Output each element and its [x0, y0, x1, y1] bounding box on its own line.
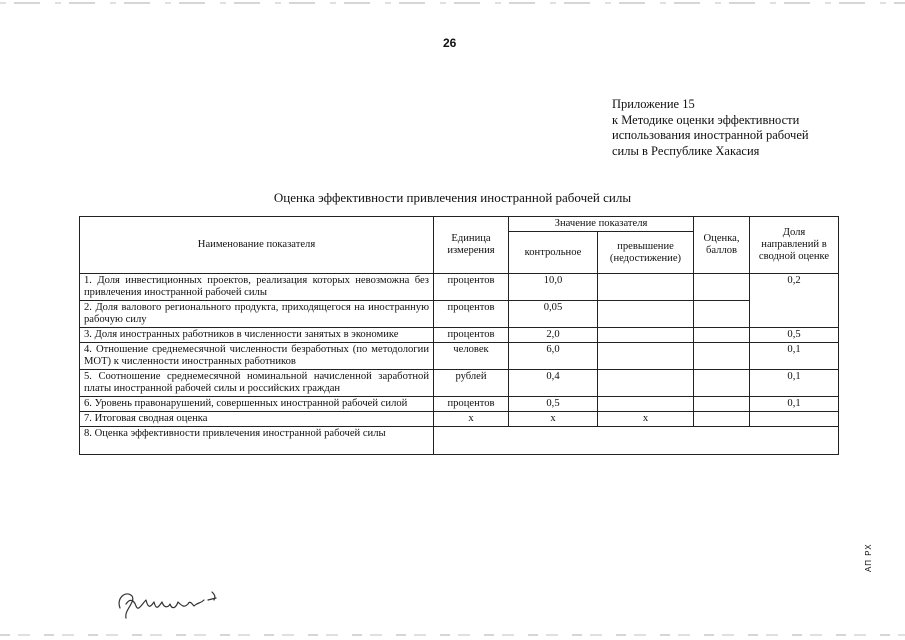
header-unit: Единица измерения — [434, 217, 509, 274]
row-score — [694, 370, 750, 397]
row-score — [694, 412, 750, 427]
row-control: 6,0 — [509, 343, 598, 370]
row-control: 0,5 — [509, 397, 598, 412]
table-row-efficiency — [80, 427, 839, 455]
signature-handwritten — [112, 578, 232, 628]
row-score — [694, 397, 750, 412]
header-score: Оценка, баллов — [694, 217, 750, 274]
table-row — [80, 328, 839, 343]
row-share: 0,1 — [750, 370, 839, 397]
table-row-total — [80, 412, 839, 427]
row-excess — [598, 301, 694, 328]
table-row — [80, 274, 839, 301]
table-row — [80, 343, 839, 370]
row-excess — [598, 397, 694, 412]
row-excess — [598, 370, 694, 397]
row-share: 0,1 — [750, 397, 839, 412]
scan-artifact-top — [0, 2, 905, 4]
row-share: 0,5 — [750, 328, 839, 343]
row-control: х — [509, 412, 598, 427]
row-unit: процентов — [434, 301, 509, 328]
table-row — [80, 397, 839, 412]
row-unit: рублей — [434, 370, 509, 397]
row-unit: процентов — [434, 328, 509, 343]
row-unit: человек — [434, 343, 509, 370]
header-excess: превышение (недостижение) — [598, 232, 694, 274]
appendix-line-4: силы в Республике Хакасия — [612, 143, 760, 158]
row-share: 0,1 — [750, 343, 839, 370]
row-unit: процентов — [434, 397, 509, 412]
row-control: 0,05 — [509, 301, 598, 328]
row-score — [694, 274, 750, 301]
row-name: 3. Доля иностранных работников в численности занятых в экономике — [80, 328, 434, 343]
header-name: Наименование показателя — [80, 217, 434, 274]
row-name: 7. Итоговая сводная оценка — [80, 412, 434, 427]
row-unit: процентов — [434, 274, 509, 301]
page-number: 26 — [443, 36, 457, 50]
header-control: контрольное — [509, 232, 598, 274]
margin-mark: АП РХ — [864, 543, 873, 572]
row-control: 2,0 — [509, 328, 598, 343]
appendix-block — [612, 97, 852, 159]
row-score — [694, 343, 750, 370]
table-row — [80, 301, 839, 328]
row-excess — [598, 328, 694, 343]
header-share: Доля направлений в сводной оценке — [750, 217, 839, 274]
row-name: 4. Отношение среднемесячной численности безработных (по методологии МОТ) к численности иностранных работников — [80, 343, 434, 370]
document-title: Оценка эффективности привлечения иностранной рабочей силы — [273, 190, 632, 205]
row-name: 1. Доля инвестиционных проектов, реализация которых невозможна без привлечения иностранной рабочей силы — [80, 274, 434, 301]
row-score — [694, 328, 750, 343]
row-share: 0,2 — [750, 274, 839, 328]
row-excess — [598, 274, 694, 301]
row-control: 0,4 — [509, 370, 598, 397]
row-name: 6. Уровень правонарушений, совершенных иностранной рабочей силой — [80, 397, 434, 412]
row-share — [750, 412, 839, 427]
appendix-line-2: к Методике оценки эффективности — [612, 112, 800, 127]
row-unit: х — [434, 412, 509, 427]
appendix-line-3: использования иностранной рабочей — [612, 128, 809, 142]
scan-artifact-bottom — [0, 634, 905, 636]
table-row — [80, 370, 839, 397]
row-merged-value — [434, 427, 839, 455]
row-score — [694, 301, 750, 328]
row-name: 5. Соотношение среднемесячной номинальной начисленной заработной платы иностранной рабочей силы и российских граждан — [80, 370, 434, 397]
row-excess — [598, 343, 694, 370]
appendix-line-1: Приложение 15 — [612, 97, 695, 111]
row-excess: х — [598, 412, 694, 427]
row-name: 8. Оценка эффективности привлечения иностранной рабочей силы — [80, 427, 434, 455]
header-value-group: Значение показателя — [509, 217, 694, 232]
indicator-table — [79, 216, 839, 455]
row-control: 10,0 — [509, 274, 598, 301]
row-name: 2. Доля валового регионального продукта, приходящегося на иностранную рабочую силу — [80, 301, 434, 328]
